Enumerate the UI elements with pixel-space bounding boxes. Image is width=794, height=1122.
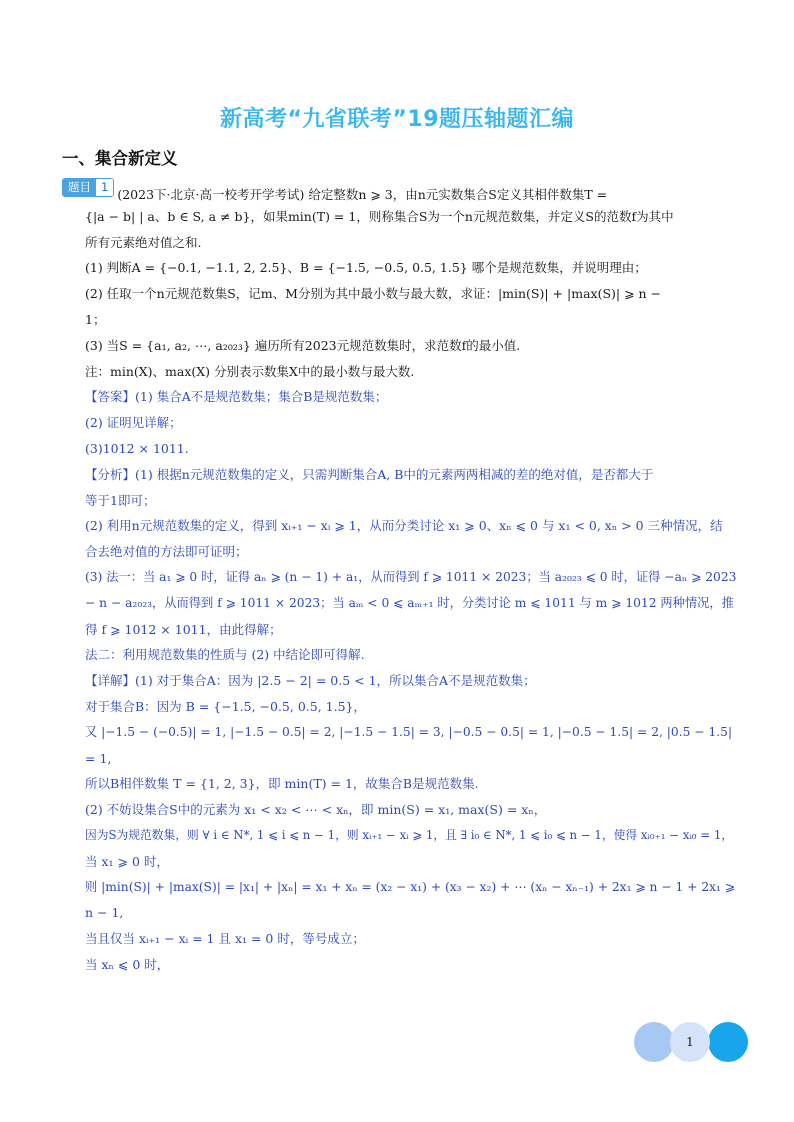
question-line: {|a − b| | a、b ∈ S, a ≠ b}，如果min(T) = 1，则称集合S为一个n元规范数集，并定义S的范数f为其中 xyxy=(85,208,674,224)
answer-line xyxy=(62,384,742,410)
answer-line: (2) 证明见详解； xyxy=(85,415,182,431)
question-line: 注：min(X)、max(X) 分别表示数集X中的最小数与最大数. xyxy=(85,363,415,379)
question-badge-label: 题目 xyxy=(63,179,96,197)
answer-text: (1) 集合A不是规范数集；集合B是规范数集； xyxy=(135,389,388,405)
details-line: (2) 不妨设集合S中的元素为 x₁ < x₂ < ⋯ < xₙ，即 min(S) = x₁, max(S) = xₙ， xyxy=(85,802,547,818)
document-title: 新高考“九省联考”19题压轴题汇编 xyxy=(219,107,575,132)
footer-decoration-circle xyxy=(708,1022,748,1062)
analysis-line: 法二：利用规范数集的性质与 (2) 中结论即可得解. xyxy=(85,647,365,663)
details-line: 当且仅当 xᵢ₊₁ − xᵢ = 1 且 x₁ = 0 时，等号成立； xyxy=(85,931,365,947)
question-badge-number: 1 xyxy=(96,179,113,196)
details-line: = 1, xyxy=(85,750,112,766)
details-line: 则 |min(S)| + |max(S)| = |x₁| + |xₙ| = x₁ + xₙ = (x₂ − x₁) + (x₃ − x₂) + ⋯ (xₙ − xₙ₋₁) + 2x₁ ⩾ n − 1 + 2x₁ ⩾ xyxy=(85,879,736,894)
question-line xyxy=(62,178,742,204)
details-line xyxy=(62,668,742,694)
section-heading: 一、集合新定义 xyxy=(62,149,178,168)
footer-decoration-circle xyxy=(634,1022,674,1062)
details-line: 当 x₁ ⩾ 0 时， xyxy=(85,853,169,869)
question-line: (3) 当S = {a₁, a₂, ⋯, a₂₀₂₃} 遍历所有2023元规范数集时，求范数f的最小值. xyxy=(85,337,521,353)
analysis-line: 得 f ⩾ 1012 × 1011，由此得解； xyxy=(85,621,282,637)
analysis-line: (3) 法一：当 a₁ ⩾ 0 时，证得 aₙ ⩾ (n − 1) + a₁，从而得到 f ⩾ 1011 × 2023；当 a₂₀₂₃ ⩽ 0 时，证得 −aₙ ⩾ 2023 xyxy=(85,569,737,584)
analysis-line: (2) 利用n元规范数集的定义，得到 xᵢ₊₁ − xᵢ ⩾ 1，从而分类讨论 x₁ ⩾ 0、xₙ ⩽ 0 与 x₁ < 0, xₙ > 0 三种情况，结 xyxy=(85,518,723,534)
page-footer xyxy=(634,1022,748,1062)
question-text: (2023下·北京·高一校考开学考试) 给定整数n ⩾ 3，由n元实数集合S定义其相伴数集T = xyxy=(117,187,608,202)
question-badge xyxy=(62,178,114,197)
document-body xyxy=(62,178,742,978)
details-tag: 【详解】 xyxy=(85,673,136,689)
details-line: 因为S为规范数集，则 ∀ i ∈ N*, 1 ⩽ i ⩽ n − 1，则 xᵢ₊₁ − xᵢ ⩾ 1，且 ∃ i₀ ∈ N*, 1 ⩽ i₀ ⩽ n − 1，使得 xᵢ₀₊₁ − xᵢ₀ = 1， xyxy=(85,827,734,842)
analysis-line: − n − a₂₀₂₃，从而得到 f ⩾ 1011 × 2023；当 aₘ < 0 ⩽ aₘ₊₁ 时，分类讨论 m ⩽ 1011 与 m ⩾ 1012 两种情况，推 xyxy=(85,595,734,610)
details-line: 当 xₙ ⩽ 0 时， xyxy=(85,956,170,972)
question-line: (1) 判断A = {−0.1, −1.1, 2, 2.5}、B = {−1.5, −0.5, 0.5, 1.5} 哪个是规范数集，并说明理由； xyxy=(85,260,647,276)
answer-tag: 【答案】 xyxy=(85,389,136,405)
analysis-text: (1) 根据n元规范数集的定义，只需判断集合A, B中的元素两两相减的差的绝对值，是否都大于 xyxy=(135,466,654,482)
details-line: n − 1, xyxy=(85,905,124,921)
question-line: 所有元素绝对值之和. xyxy=(85,234,202,250)
details-line: 所以B相伴数集 T = {1, 2, 3}，即 min(T) = 1，故集合B是规范数集. xyxy=(85,776,479,792)
question-line: (2) 任取一个n元规范数集S，记m、M分别为其中最小数与最大数，求证：|min(S)| + |max(S)| ⩾ n − xyxy=(85,286,662,302)
page-number: 1 xyxy=(686,1035,694,1049)
analysis-line xyxy=(62,462,742,488)
details-text: (1) 对于集合A：因为 |2.5 − 2| = 0.5 < 1，所以集合A不是规范数集； xyxy=(135,673,536,689)
answer-line: (3)1012 × 1011. xyxy=(85,440,189,456)
analysis-line: 等于1即可； xyxy=(85,492,156,508)
question-line: 1； xyxy=(85,311,106,327)
details-line: 对于集合B：因为 B = {−1.5, −0.5, 0.5, 1.5}， xyxy=(85,698,366,714)
analysis-line: 合去绝对值的方法即可证明； xyxy=(85,544,248,560)
details-line: 又 |−1.5 − (−0.5)| = 1, |−1.5 − 0.5| = 2, |−1.5 − 1.5| = 3, |−0.5 − 0.5| = 1, |−0.5 − 1.5| = 2, |0.5 − 1.5| xyxy=(85,724,733,739)
analysis-tag: 【分析】 xyxy=(85,466,136,482)
